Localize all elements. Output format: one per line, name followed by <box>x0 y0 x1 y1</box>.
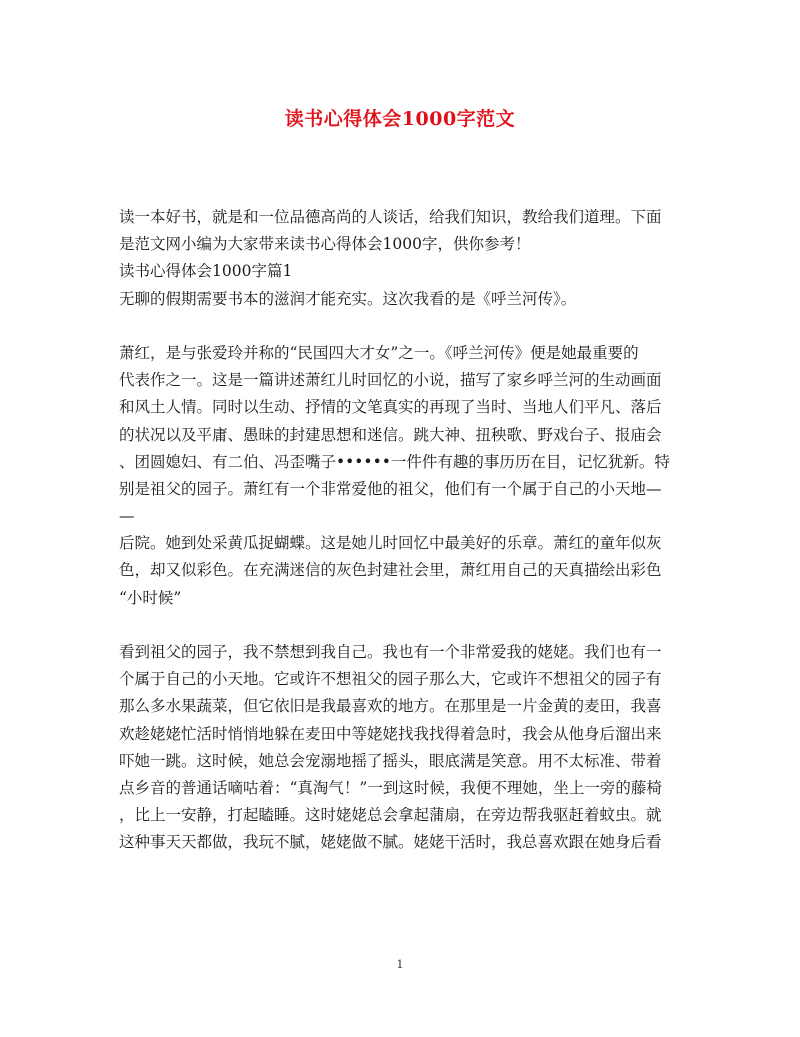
text-line: “小时候” <box>119 588 182 607</box>
text-line: 是范文网小编为大家带来读书心得体会1000字，供你参考！ <box>119 235 531 254</box>
text-line: 别是祖父的园子。萧红有一个非常爱他的祖父，他们有一个属于自己的小天地— <box>119 479 662 498</box>
paragraph-gap <box>119 313 679 340</box>
text-line: 吓她一跳。这时候，她总会宠溺地摇了摇头，眼底满是笑意。用不太标准、带着 <box>119 751 662 770</box>
text-line: 个属于自己的小天地。它或许不想祖父的园子那么大，它或许不想祖父的园子有 <box>119 670 662 689</box>
page-number: 1 <box>396 958 404 971</box>
text-line: 那么多水果蔬菜，但它依旧是我最喜欢的地方。在那里是一片金黄的麦田，我喜 <box>119 697 662 716</box>
text-line: 欢趁姥姥忙活时悄悄地躲在麦田中等姥姥找我找得着急时，我会从他身后溜出来 <box>119 724 662 743</box>
text-line: 、团圆媳妇、有二伯、冯歪嘴子••••••一件件有趣的事历历在目，记忆犹新。特 <box>119 452 670 471</box>
text-line: 萧红，是与张爱玲并称的“民国四大才女”之一。《呼兰河传》便是她最重要的 <box>119 343 639 362</box>
text-line: 代表作之一。这是一篇讲述萧红儿时回忆的小说，描写了家乡呼兰河的生动画面 <box>119 371 662 390</box>
text-line: 后院。她到处采黄瓜捉蝴蝶。这是她儿时回忆中最美好的乐章。萧红的童年似灰 <box>119 534 662 553</box>
text-line: 看到祖父的园子，我不禁想到我自己。我也有一个非常爱我的姥姥。我们也有一 <box>119 643 662 661</box>
text-line: 点乡音的普通话嘀咕着：“真淘气！”一到这时候，我便不理她，坐上一旁的藤椅 <box>119 778 662 797</box>
text-line: — <box>119 507 135 526</box>
text-line: 的状况以及平庸、愚昧的封建思想和迷信。跳大神、扭秧歌、野戏台子、报庙会 <box>119 425 662 444</box>
text-line: 读一本好书，就是和一位品德高尚的人谈话，给我们知识，教给我们道理。下面 <box>119 208 662 226</box>
text-line: 这种事天天都做，我玩不腻，姥姥做不腻。姥姥干活时，我总喜欢跟在她身后看 <box>119 833 662 852</box>
text-line: ，比上一安静，打起瞌睡。这时姥姥总会拿起蒲扇，在旁边帮我驱赶着蚊虫。就 <box>119 806 662 825</box>
document-body <box>119 204 679 857</box>
text-line: 无聊的假期需要书本的滋润才能充实。这次我看的是《呼兰河传》。 <box>119 289 577 308</box>
text-line: 和风土人情。同时以生动、抒情的文笔真实的再现了当时、当地人们平凡、落后 <box>119 398 662 417</box>
text-line: 读书心得体会1000字篇1 <box>119 262 293 281</box>
document-title: 读书心得体会1000字范文 <box>284 108 516 130</box>
paragraph-gap <box>119 612 679 639</box>
text-line: 色，却又似彩色。在充满迷信的灰色封建社会里，萧红用自己的天真描绘出彩色 <box>119 561 662 580</box>
